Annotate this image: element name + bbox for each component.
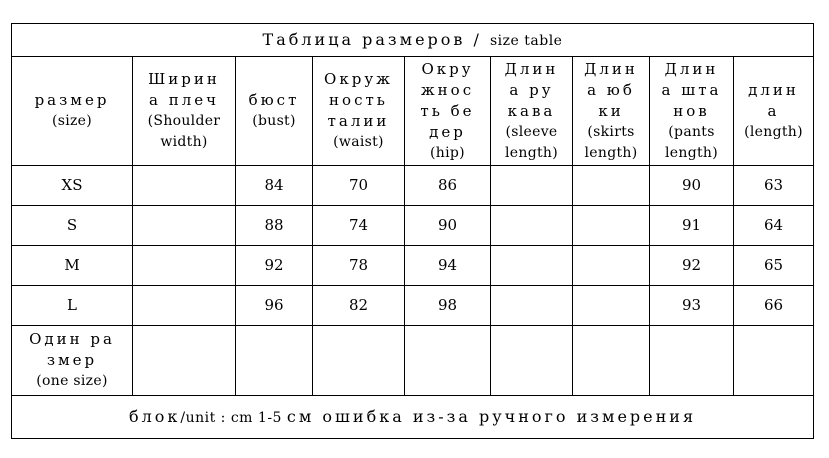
footer-range: 1-5 [252, 409, 287, 426]
header-label-ru: дер [429, 122, 466, 141]
footer-note [12, 396, 814, 439]
cell-empty [650, 326, 734, 396]
one-size-label-en: (one size) [36, 373, 108, 389]
header-label-en: length) [505, 144, 558, 161]
cell-size: S [12, 206, 133, 246]
cell-empty [573, 326, 650, 396]
cell-bust: 92 [236, 246, 313, 286]
table-row [12, 246, 814, 286]
footer-row [12, 396, 814, 439]
header-label-ru: Длин [504, 59, 559, 78]
header-label-ru: Длин [584, 59, 638, 78]
cell-size [12, 326, 133, 396]
header-label-ru: ность [329, 91, 388, 109]
cell-waist: 78 [313, 246, 405, 286]
cell-empty [313, 326, 405, 396]
header-label-ru: длин [748, 80, 799, 99]
cell-shoulder [133, 166, 236, 206]
cell-size: L [12, 286, 133, 326]
table-title [12, 24, 814, 57]
cell-hip: 98 [405, 286, 491, 326]
header-label-ru: а плеч [148, 91, 220, 109]
cell-sleeve [491, 286, 573, 326]
header-label-ru: а шта [661, 80, 722, 99]
cell-bust: 96 [236, 286, 313, 326]
header-label-ru: талии [327, 112, 390, 130]
header-label-en: (pants [668, 123, 715, 140]
cell-length: 65 [734, 246, 814, 286]
header-waist [313, 57, 405, 166]
header-label-ru: кава [507, 101, 556, 120]
cell-empty [405, 326, 491, 396]
cell-skirt [573, 286, 650, 326]
footer-text: см ошибка из-за ручного измерения [286, 406, 697, 426]
cell-shoulder [133, 246, 236, 286]
cell-hip: 94 [405, 246, 491, 286]
cell-waist: 82 [313, 286, 405, 326]
header-label-en: length) [665, 144, 718, 161]
cell-empty [236, 326, 313, 396]
title-separator: / [465, 29, 490, 49]
cell-skirt [573, 246, 650, 286]
header-label-ru: бюст [248, 91, 300, 109]
cell-empty [133, 326, 236, 396]
header-label-ru: нов [673, 101, 710, 120]
header-label-ru: а юб [587, 80, 635, 99]
header-sleeve-length [491, 57, 573, 166]
header-label-en: (size) [51, 113, 93, 129]
title-russian: Таблица размеров [262, 29, 466, 49]
cell-length: 64 [734, 206, 814, 246]
header-label-ru: Ширин [148, 70, 220, 88]
header-label-en: (Shoulder [147, 113, 221, 129]
header-hip [405, 57, 491, 166]
table-row [12, 166, 814, 206]
header-label-en: (waist) [333, 134, 384, 150]
cell-skirt [573, 166, 650, 206]
cell-size: XS [12, 166, 133, 206]
cell-pants: 90 [650, 166, 734, 206]
cell-sleeve [491, 166, 573, 206]
header-label-en: (hip) [430, 144, 465, 161]
header-label-ru: жнос [420, 80, 475, 99]
header-label-ru: ть бе [420, 101, 475, 120]
title-english: size table [489, 32, 563, 49]
cell-shoulder [133, 286, 236, 326]
cell-pants: 91 [650, 206, 734, 246]
cell-length: 63 [734, 166, 814, 206]
cell-sleeve [491, 206, 573, 246]
header-label-ru: Длин [664, 59, 719, 78]
header-label-ru: Окру [421, 59, 474, 78]
header-bust [236, 57, 313, 166]
cell-size: M [12, 246, 133, 286]
cell-waist: 70 [313, 166, 405, 206]
header-label-ru: ки [598, 101, 624, 120]
header-label-en: length) [584, 144, 638, 161]
header-label-en: width) [160, 134, 208, 150]
cell-hip: 90 [405, 206, 491, 246]
cell-bust: 84 [236, 166, 313, 206]
table-row [12, 206, 814, 246]
header-label-ru: а ру [509, 80, 554, 99]
cell-hip: 86 [405, 166, 491, 206]
header-skirt-length [573, 57, 650, 166]
cell-empty [491, 326, 573, 396]
footer-unit-ru: блок [128, 406, 181, 426]
cell-waist: 74 [313, 206, 405, 246]
cell-skirt [573, 206, 650, 246]
cell-pants: 93 [650, 286, 734, 326]
header-pants-length [650, 57, 734, 166]
one-size-label-ru: змер [46, 351, 98, 369]
cell-empty [734, 326, 814, 396]
header-size [12, 57, 133, 166]
header-label-en: (length) [744, 123, 803, 140]
cell-shoulder [133, 206, 236, 246]
header-label-ru: а [767, 101, 780, 120]
cell-bust: 88 [236, 206, 313, 246]
table-row [12, 286, 814, 326]
header-label-ru: размер [34, 91, 110, 109]
header-length [734, 57, 814, 166]
table-body [12, 24, 814, 439]
header-label-en: (bust) [252, 113, 296, 129]
header-row [12, 57, 814, 166]
footer-unit-en: /unit : cm [180, 409, 253, 426]
header-shoulder-width [133, 57, 236, 166]
header-label-ru: Окруж [324, 70, 393, 88]
header-label-en: (skirts [587, 123, 635, 140]
table-row-one-size [12, 326, 814, 396]
one-size-label-ru: Один ра [29, 330, 115, 348]
header-label-en: (sleeve [505, 123, 558, 140]
cell-sleeve [491, 246, 573, 286]
cell-pants: 92 [650, 246, 734, 286]
size-table [11, 23, 814, 439]
cell-length: 66 [734, 286, 814, 326]
